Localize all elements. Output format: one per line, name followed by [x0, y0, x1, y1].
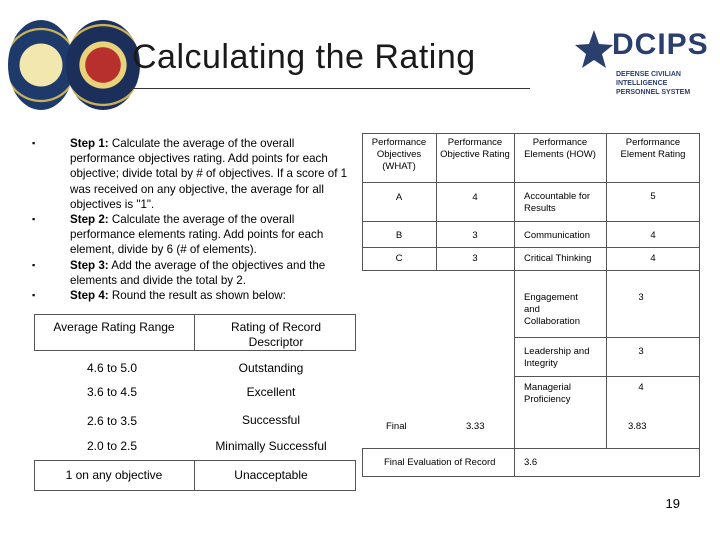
element-4-name: Engagement and Collaboration	[524, 292, 580, 327]
range-row-5-descriptor: Unacceptable	[234, 468, 308, 482]
army-seal-logo	[8, 20, 74, 110]
element-5-name: Leadership and Integrity	[524, 346, 590, 369]
example-table-row-border	[362, 448, 700, 449]
range-table-mid-border-bottom	[194, 460, 195, 490]
range-row-4-range: 2.0 to 2.5	[86, 439, 138, 453]
final-element-value: 3.83	[628, 421, 647, 432]
step-1: ▪ Step 1: Calculate the average of the overall performance objectives rating. Add points for each objective; divide total by # of objectives. If a score of 1 was received on any objective, the average for all objectives is "1".	[32, 137, 348, 211]
bullet-icon: ▪	[32, 138, 36, 148]
example-table-row-border	[362, 270, 700, 271]
example-table-left-border-bottom	[362, 448, 363, 476]
element-2-name: Communication	[524, 230, 590, 241]
example-table-bottom-border	[362, 476, 700, 477]
range-row-3-range: 2.6 to 3.5	[86, 414, 138, 428]
final-objective-value: 3.33	[466, 421, 485, 432]
bullet-icon: ▪	[32, 259, 36, 270]
logo-subtitle: DEFENSE CIVILIAN INTELLIGENCE PERSONNEL SYSTEM	[616, 71, 691, 96]
range-table-left-border	[34, 314, 35, 350]
range-row-2-descriptor: Excellent	[246, 385, 296, 399]
page-number: 19	[665, 496, 680, 511]
final-eval-label: Final Evaluation of Record	[384, 457, 496, 468]
star-icon	[574, 28, 614, 72]
page-title: Calculating the Rating	[132, 38, 476, 76]
element-3-rating: 4	[650, 253, 656, 264]
range-header-descriptor: Rating of Record Descriptor	[230, 320, 322, 349]
objective-a: A	[395, 192, 403, 203]
range-row-1-range: 4.6 to 5.0	[86, 361, 138, 375]
objective-c-rating: 3	[472, 253, 478, 264]
example-table-row-border	[362, 247, 700, 248]
example-table-left-border	[362, 133, 363, 270]
range-row-2-range: 3.6 to 4.5	[86, 385, 138, 399]
example-table-top-border	[362, 133, 700, 134]
range-table-bottom-border	[34, 490, 356, 491]
steps-list	[32, 136, 350, 303]
example-table-header-border	[362, 182, 700, 183]
step-3: ▪ Step 3: Add the average of the objectives and the elements and divide the total by 2.	[32, 258, 326, 287]
objective-b-rating: 3	[472, 230, 478, 241]
range-header-range: Average Rating Range	[53, 320, 175, 334]
range-table-row-border	[34, 460, 356, 461]
bullet-icon: ▪	[32, 290, 36, 301]
element-1-name: Accountable for Results	[524, 191, 591, 214]
range-table-header-border	[34, 350, 356, 351]
example-table-col-border	[436, 133, 437, 270]
element-3-name: Critical Thinking	[524, 253, 592, 264]
element-6-name: Managerial Proficiency	[524, 382, 571, 405]
range-table-top-border	[34, 314, 356, 315]
range-row-1-descriptor: Outstanding	[238, 361, 304, 375]
element-5-rating: 3	[638, 346, 644, 357]
example-table-row-border	[514, 376, 700, 377]
element-2-rating: 4	[650, 230, 656, 241]
title-underline	[130, 88, 530, 89]
dcips-logo	[574, 22, 714, 102]
objective-a-rating: 4	[472, 192, 478, 203]
final-eval-value: 3.6	[524, 457, 538, 468]
header-objective-rating: Performance Objective Rating	[440, 137, 510, 160]
range-table-right-border	[355, 314, 356, 350]
step-2: ▪ Step 2: Calculate the average of the overall performance elements rating. Add points for each element, divide by 6 (# of elements).	[32, 213, 324, 257]
range-table-right-border-bottom	[355, 460, 356, 490]
range-row-4-descriptor: Minimally Successful	[215, 439, 327, 453]
objective-b: B	[395, 230, 403, 241]
range-table-mid-border	[194, 314, 195, 350]
element-6-rating: 4	[638, 382, 644, 393]
example-table-col-border	[514, 133, 515, 476]
example-table-row-border	[362, 221, 700, 222]
army-intelligence-seal-logo	[66, 20, 140, 110]
final-label: Final	[386, 421, 407, 432]
logo-name: DCIPS	[612, 28, 709, 61]
range-table-left-border-bottom	[34, 460, 35, 490]
example-table-row-border	[514, 337, 700, 338]
example-table-col-border	[606, 133, 607, 448]
header-element-rating: Performance Element Rating	[620, 137, 686, 160]
header-elements: Performance Elements (HOW)	[524, 137, 596, 160]
objective-c: C	[395, 253, 403, 264]
element-4-rating: 3	[638, 292, 644, 303]
example-table-right-border	[699, 133, 700, 476]
element-1-rating: 5	[650, 191, 656, 202]
step-4: ▪ Step 4: Round the result as shown below:	[32, 289, 286, 303]
range-row-3-descriptor: Successful	[241, 413, 301, 427]
header-objectives: Performance Objectives (WHAT)	[371, 137, 427, 172]
range-row-5-range: 1 on any objective	[65, 468, 163, 482]
bullet-icon: ▪	[32, 214, 36, 225]
